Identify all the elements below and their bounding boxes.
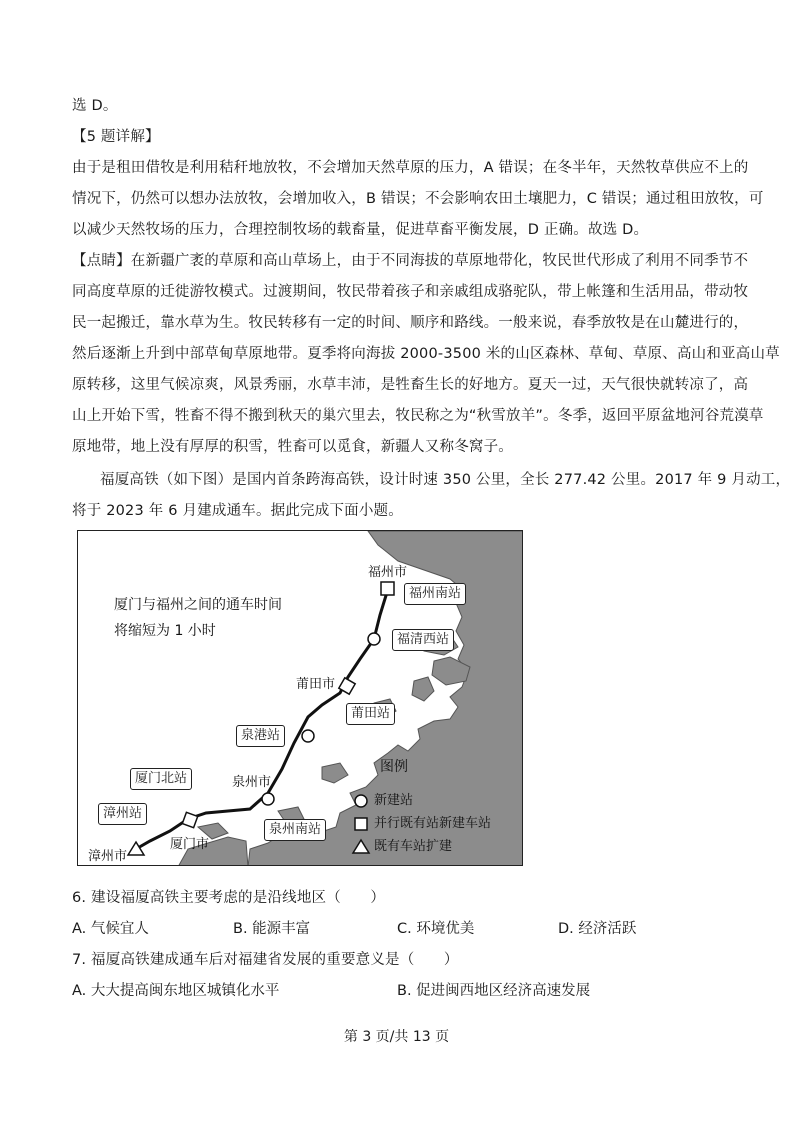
city-quanzhou: 泉州市 bbox=[232, 775, 272, 790]
fuxia-railway-map bbox=[77, 530, 523, 866]
q7-option-a[interactable]: A. 大大提高闽东地区城镇化水平 bbox=[72, 983, 280, 999]
q6-option-b[interactable]: B. 能源丰富 bbox=[233, 921, 311, 937]
intro-line: 将于 2023 年 6 月建成通车。据此完成下面小题。 bbox=[72, 503, 403, 519]
q6-option-d[interactable]: D. 经济活跃 bbox=[558, 921, 637, 937]
zhangzhou-station-marker bbox=[128, 842, 144, 855]
question-7-stem: 7. 福厦高铁建成通车后对福建省发展的重要意义是（ ） bbox=[72, 952, 459, 968]
legend-square-icon bbox=[355, 818, 367, 830]
text-line: 同高度草原的迁徙游牧模式。过渡期间，牧民带着孩子和亲戚组成骆驼队，带上帐篷和生活用品，带动牧 bbox=[72, 284, 749, 300]
quanzhou-south-station-marker bbox=[262, 793, 274, 805]
text-line: 然后逐渐上升到中部草甸草原地带。夏季将向海拔 2000-3500 米的山区森林、草甸、草原、高山和亚高山草 bbox=[72, 346, 780, 362]
island bbox=[412, 677, 434, 701]
station-zhangzhou: 漳州站 bbox=[98, 803, 147, 825]
map-title-line1: 厦门与福州之间的通车时间 bbox=[114, 597, 282, 613]
city-zhangzhou: 漳州市 bbox=[88, 849, 128, 864]
fuzhou-south-station-marker bbox=[381, 582, 394, 595]
intro-line: 福厦高铁（如下图）是国内首条跨海高铁，设计时速 350 公里，全长 277.42 公里。2017 年 9 月动工， bbox=[100, 472, 791, 488]
city-putian: 莆田市 bbox=[296, 677, 336, 692]
xiamen-north-station-marker bbox=[182, 812, 197, 827]
quangang-station-marker bbox=[302, 730, 314, 742]
station-putian: 莆田站 bbox=[346, 703, 395, 725]
fuqing-west-station-marker bbox=[368, 633, 380, 645]
text-line: 原地带，地上没有厚厚的积雪，牲畜可以觅食，新疆人又称冬窝子。 bbox=[72, 439, 513, 455]
text-line: 民一起搬迁，靠水草为生。牧民转移有一定的时间、顺序和路线。一般来说，春季放牧是在山麓进行的， bbox=[72, 315, 749, 331]
legend-title: 图例 bbox=[380, 759, 408, 775]
station-fuqing-west: 福清西站 bbox=[392, 629, 454, 651]
station-fuzhou-south: 福州南站 bbox=[404, 583, 466, 605]
text-line: 选 D。 bbox=[72, 98, 118, 114]
text-line: 以减少天然牧场的压力，合理控制牧场的载畜量，促进草畜平衡发展，D 正确。故选 D。 bbox=[72, 222, 649, 238]
map-title-line2: 将缩短为 1 小时 bbox=[114, 623, 216, 639]
city-fuzhou: 福州市 bbox=[368, 565, 408, 580]
station-quangang: 泉港站 bbox=[236, 725, 285, 747]
island bbox=[322, 763, 348, 783]
section-heading-5: 【5 题详解】 bbox=[72, 129, 160, 145]
text-line: 情况下，仍然可以想办法放牧，会增加收入，B 错误；不会影响农田土壤肥力，C 错误；通过租田放牧，可 bbox=[72, 191, 764, 207]
legend-new-station: 新建站 bbox=[374, 793, 414, 808]
legend-circle-icon bbox=[355, 795, 367, 807]
station-xiamen-north: 厦门北站 bbox=[130, 768, 192, 790]
city-xiamen: 厦门市 bbox=[170, 837, 210, 852]
text-line: 山上开始下雪，牲畜不得不搬到秋天的巢穴里去，牧民称之为“秋雪放羊”。冬季，返回平原盆地河谷荒漠草 bbox=[72, 408, 764, 424]
text-line: 原转移，这里气候凉爽，风景秀丽，水草丰沛，是牲畜生长的好地方。夏天一过，天气很快就转凉了，高 bbox=[72, 377, 749, 393]
text-line: 由于是租田借牧是利用秸秆地放牧，不会增加天然草原的压力，A 错误；在冬半年，天然牧草供应不上的 bbox=[72, 160, 749, 176]
q6-option-c[interactable]: C. 环境优美 bbox=[397, 921, 475, 937]
q7-option-b[interactable]: B. 促进闽西地区经济高速发展 bbox=[397, 983, 591, 999]
q6-option-a[interactable]: A. 气候宜人 bbox=[72, 921, 149, 937]
station-quanzhou-south: 泉州南站 bbox=[264, 819, 326, 841]
page-footer: 第 3 页/共 13 页 bbox=[343, 1029, 450, 1045]
section-heading-tip: 【点睛】在新疆广袤的草原和高山草场上，由于不同海拔的草原地带化，牧民世代形成了利用不同季节不 bbox=[72, 253, 749, 269]
legend-expanded-station: 既有车站扩建 bbox=[374, 839, 453, 854]
question-6-stem: 6. 建设福厦高铁主要考虑的是沿线地区（ ） bbox=[72, 890, 386, 906]
legend-parallel-station: 并行既有站新建车站 bbox=[374, 816, 492, 831]
